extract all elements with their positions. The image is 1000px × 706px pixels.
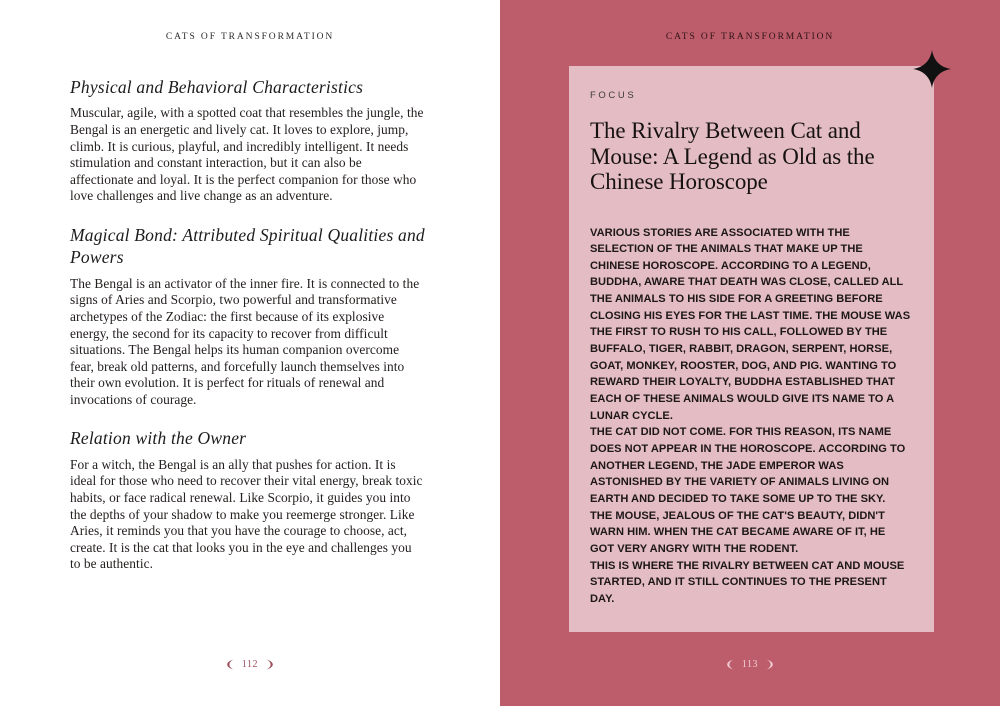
section-body: Muscular, agile, with a spotted coat that resembles the jungle, the Bengal is an energetic and lively cat. It loves to explore, jump, climb. It is curious, playful, and incredibly intelligent. It needs stimulation and constant interaction, but it can also be affectionate and loyal. It is the perfect companion for those who love challenges and live change as an adventure. <box>70 105 424 204</box>
focus-paragraph: VARIOUS STORIES ARE ASSOCIATED WITH THE SELECTION OF THE ANIMALS THAT MAKE UP THE CHINESE HOROSCOPE. ACCORDING TO A LEGEND, BUDDHA, AWARE THAT DEATH WAS CLOSE, CALLED ALL THE ANIMALS TO HIS SIDE FOR A GREETING BEFORE CLOSING HIS EYES FOR THE LAST TIME. THE MOUSE WAS THE FIRST TO RUSH TO HIS CALL, FOLLOWED BY THE BUFFALO, TIGER, RABBIT, DRAGON, SERPENT, HORSE, GOAT, MONKEY, ROOSTER, DOG, AND PIG. WANTING TO REWARD THEIR LOYALTY, BUDDHA ESTABLISHED THAT EACH OF THESE ANIMALS WOULD GIVE ITS NAME TO A LUNAR CYCLE. <box>590 226 911 422</box>
section-body: For a witch, the Bengal is an ally that pushes for action. It is ideal for those who need to recover their vital energy, break toxic habits, or face radical renewal. Like Scorpio, it guides you into the depths of your shadow to make you reemerge stronger. Like Aries, it reminds you that you have the courage to choose, act, create. It is the cat that looks you in the eye and challenges you to be authentic. <box>70 456 423 572</box>
focus-body <box>590 225 912 608</box>
four-pointed-star-icon <box>913 50 951 88</box>
left-page-content <box>70 76 425 592</box>
section-heading: Magical Bond: Attributed Spiritual Qualities and Powers <box>70 224 425 268</box>
section-magical-bond <box>70 224 425 409</box>
focus-paragraph: THE CAT DID NOT COME. FOR THIS REASON, ITS NAME DOES NOT APPEAR IN THE HOROSCOPE. ACCORDING TO ANOTHER LEGEND, THE JADE EMPEROR WAS ASTONISHED BY THE VARIETY OF ANIMALS LIVING ON EARTH AND DECIDED TO TAKE SOME UP TO THE SKY. <box>590 426 906 505</box>
crescent-moon-right-icon <box>765 659 774 670</box>
focus-paragraph: THE MOUSE, JEALOUS OF THE CAT'S BEAUTY, DIDN'T WARN HIM. WHEN THE CAT BECAME AWARE OF IT, HE GOT VERY ANGRY WITH THE RODENT. <box>590 509 886 555</box>
focus-label: FOCUS <box>590 90 637 101</box>
focus-paragraph: THIS IS WHERE THE RIVALRY BETWEEN CAT AND MOUSE STARTED, AND IT STILL CONTINUES TO THE PRESENT DAY. <box>590 559 905 605</box>
section-relation-with-owner <box>70 427 425 573</box>
crescent-moon-right-icon <box>265 659 274 670</box>
crescent-moon-left-icon <box>726 659 735 670</box>
section-heading: Physical and Behavioral Characteristics <box>70 77 364 97</box>
folio-right <box>500 659 1000 670</box>
focus-card <box>569 66 934 632</box>
running-head-right: CATS OF TRANSFORMATION <box>665 32 835 42</box>
section-heading: Relation with the Owner <box>70 428 247 449</box>
focus-title: The Rivalry Between Cat and Mouse: A Legend as Old as the Chinese Horoscope <box>590 118 875 194</box>
section-physical-characteristics <box>70 76 425 205</box>
page-number: 112 <box>241 659 259 670</box>
running-head-left: CATS OF TRANSFORMATION <box>165 32 335 42</box>
folio-left <box>0 659 500 670</box>
right-page <box>500 0 1000 706</box>
section-body: The Bengal is an activator of the inner fire. It is connected to the signs of Aries and Scorpio, two powerful and transformative archetypes of the Zodiac: the first because of its explosive energy, the second for its capacity to recover from difficult situations. The Bengal helps its human companion overcome fear, break old patterns, and forcefully launch themselves into their own evolution. It is perfect for rituals of renewal and invocations of courage. <box>70 275 420 407</box>
crescent-moon-left-icon <box>226 659 235 670</box>
page-number: 113 <box>741 659 759 670</box>
